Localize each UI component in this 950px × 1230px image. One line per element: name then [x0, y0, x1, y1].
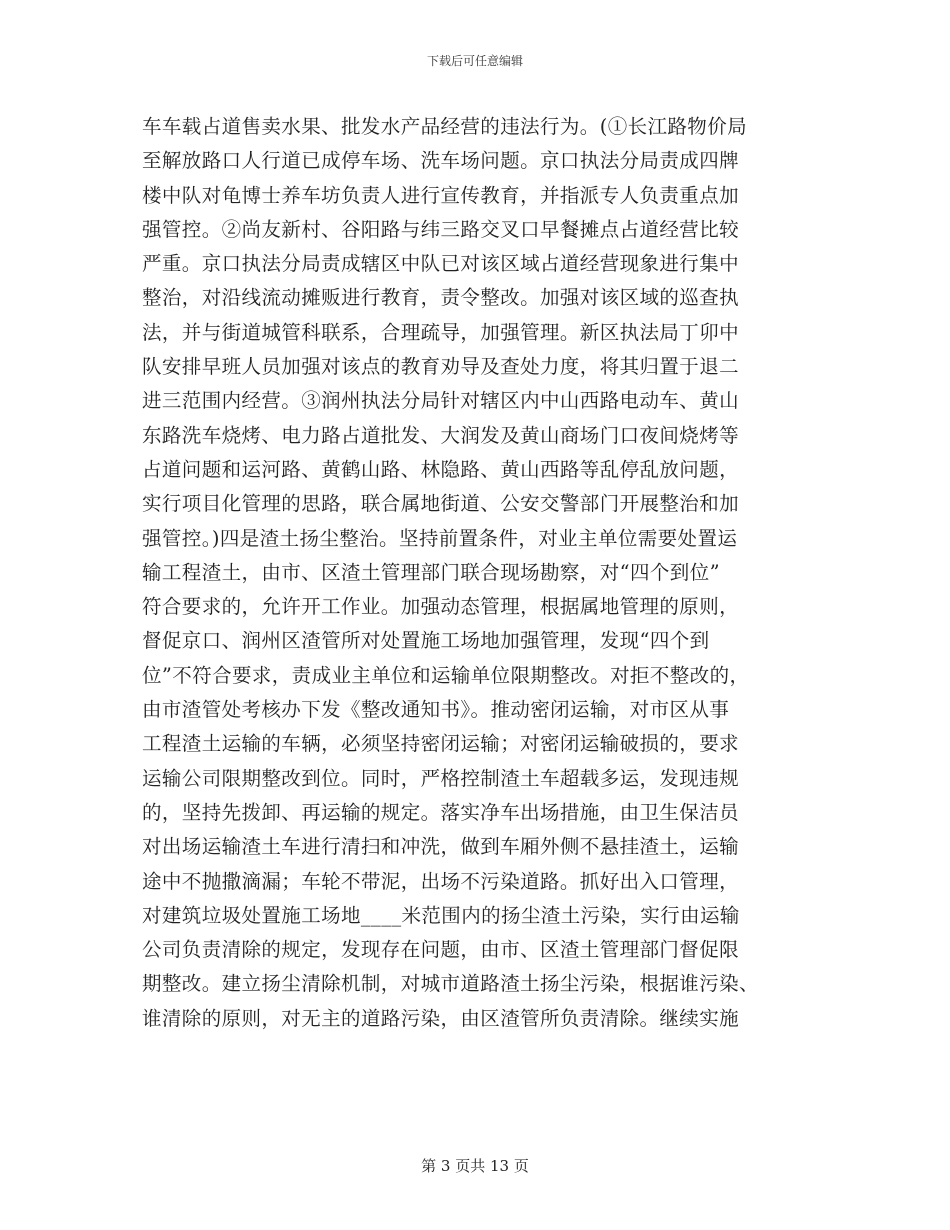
page-header: 下载后可任意编辑 — [426, 54, 523, 68]
text-line: 法，并与街道城管科联系，合理疏导，加强管理。新区执法局丁卯中 — [142, 320, 740, 344]
body-text — [142, 110, 812, 1036]
text-line: 楼中队对龟博士养车坊负责人进行宣传教育，并指派专人负责重点加 — [142, 183, 740, 207]
text-line: 车车载占道售卖水果、批发水产品经营的违法行为。(①长江路物价局 — [142, 115, 748, 138]
text-line: 东路洗车烧烤、电力路占道批发、大润发及黄山商场门口夜间烧烤等 — [142, 423, 740, 447]
text-line: 实行项目化管理的思路，联合属地街道、公安交警部门开展整治和加 — [142, 492, 740, 516]
text-line: 公司负责清除的规定，发现存在问题，由市、区渣土管理部门督促限 — [142, 938, 740, 962]
text-line: 位”不符合要求，责成业主单位和运输单位限期整改。对拒不整改的， — [142, 663, 750, 687]
text-line: 运输公司限期整改到位。同时，严格控制渣土车超载多运，发现违规 — [142, 766, 740, 790]
page-footer: 第 3 页共 13 页 — [421, 1157, 529, 1175]
text-line: 对出场运输渣土车进行清扫和冲洗，做到车厢外侧不悬挂渣土，运输 — [142, 835, 740, 859]
text-line: 整治，对沿线流动摊贩进行教育，责令整改。加强对该区域的巡查执 — [142, 286, 740, 310]
text-line: 强管控。②尚友新村、谷阳路与纬三路交叉口早餐摊点占道经营比较 — [142, 217, 740, 241]
text-line: 占道问题和运河路、黄鹤山路、林隐路、黄山西路等乱停乱放问题， — [142, 457, 740, 481]
text-line: 符合要求的，允许开工作业。加强动态管理，根据属地管理的原则， — [142, 595, 740, 619]
text-line: 期整改。建立扬尘清除机制，对城市道路渣土扬尘污染，根据谁污染、 — [142, 972, 759, 996]
text-line: 谁清除的原则，对无主的道路污染，由区渣管所负责清除。继续实施 — [142, 1006, 740, 1030]
text-line: 至解放路口人行道已成停车场、洗车场问题。京口执法分局责成四牌 — [142, 149, 740, 173]
text-line: 由市渣管处考核办下发《整改通知书》。推动密闭运输，对市区从事 — [142, 698, 730, 722]
text-line: 途中不抛撒滴漏；车轮不带泥，出场不污染道路。抓好出入口管理， — [142, 869, 740, 893]
text-line: 工程渣土运输的车辆，必须坚持密闭运输；对密闭运输破损的，要求 — [142, 732, 740, 756]
text-line: 督促京口、润州区渣管所对处置施工场地加强管理，发现“四个到 — [142, 629, 710, 653]
text-line: 强管控。)四是渣土扬尘整治。坚持前置条件，对业主单位需要处置运 — [142, 526, 738, 550]
text-line: 队安排早班人员加强对该点的教育劝导及查处力度，将其归置于退二 — [142, 355, 740, 379]
text-line: 进三范围内经营。③润州执法分局针对辖区内中山西路电动车、黄山 — [142, 389, 740, 413]
text-line: 输工程渣土，由市、区渣土管理部门联合现场勘察，对“四个到位” — [142, 560, 720, 584]
text-line: 严重。京口执法分局责成辖区中队已对该区域占道经营现象进行集中 — [142, 252, 740, 276]
text-line: 的，坚持先拨卸、再运输的规定。落实净车出场措施，由卫生保洁员 — [142, 800, 740, 824]
text-line: 对建筑垃圾处置施工场地____米范围内的扬尘渣土污染，实行由运输 — [142, 903, 740, 927]
